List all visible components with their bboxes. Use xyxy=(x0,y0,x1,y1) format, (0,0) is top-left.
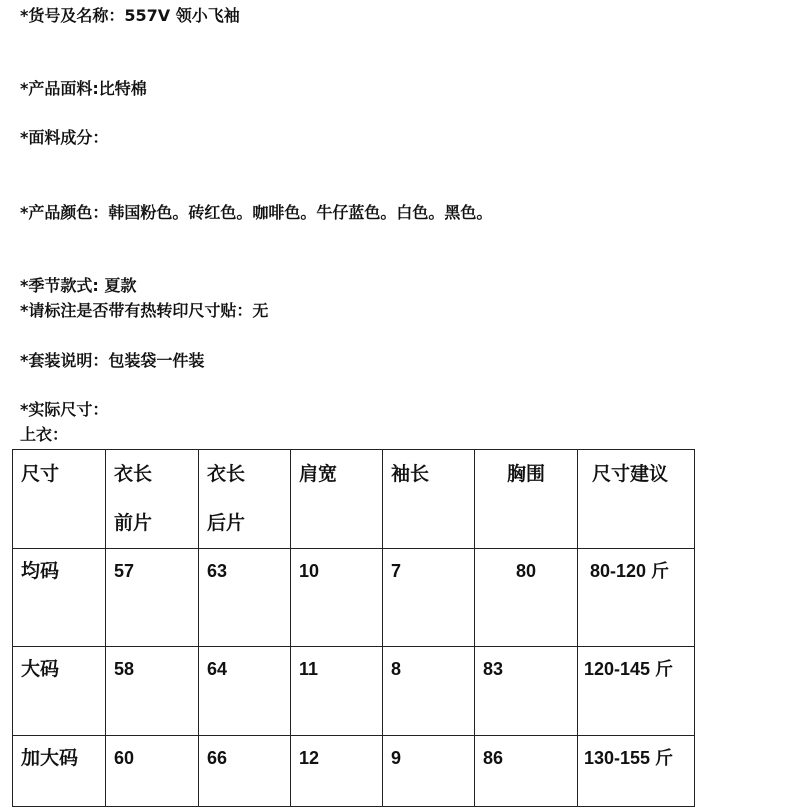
actual-size-line: *实际尺寸： xyxy=(20,400,109,419)
shoulder-cell: 12 xyxy=(291,736,383,807)
header-cell-chest: 胸围 xyxy=(475,450,578,549)
header-cell-shoulder: 肩宽 xyxy=(291,450,383,549)
header-cell-front-length: 衣长 前片 xyxy=(106,450,199,549)
size-cell: 大码 xyxy=(13,647,106,736)
header-cell-sleeve: 袖长 xyxy=(383,450,475,549)
top-label-line: 上衣： xyxy=(20,425,69,444)
size-advice-cell: 80-120 斤 xyxy=(578,549,695,647)
sleeve-cell: 9 xyxy=(383,736,475,807)
size-cell: 加大码 xyxy=(13,736,106,807)
chest-cell: 80 xyxy=(475,549,578,647)
header-cell-size: 尺寸 xyxy=(13,450,106,549)
chest-cell: 86 xyxy=(475,736,578,807)
front-length-cell: 60 xyxy=(106,736,199,807)
composition-line: *面料成分： xyxy=(20,128,109,147)
front-length-cell: 58 xyxy=(106,647,199,736)
chest-cell: 83 xyxy=(475,647,578,736)
back-length-cell: 66 xyxy=(199,736,291,807)
header-cell-back-length: 衣长 后片 xyxy=(199,450,291,549)
header-cell-size-advice: 尺寸建议 xyxy=(578,450,695,549)
heat-transfer-line: *请标注是否带有热转印尺寸贴：无 xyxy=(20,301,269,320)
size-advice-cell: 130-155 斤 xyxy=(578,736,695,807)
shoulder-cell: 11 xyxy=(291,647,383,736)
shoulder-cell: 10 xyxy=(291,549,383,647)
table-header-row xyxy=(13,450,695,549)
size-cell: 均码 xyxy=(13,549,106,647)
table-row xyxy=(13,736,695,807)
table-row xyxy=(13,647,695,736)
sleeve-cell: 8 xyxy=(383,647,475,736)
item-number-line: *货号及名称：557V 领小飞袖 xyxy=(20,6,240,25)
season-line: *季节款式: 夏款 xyxy=(20,276,137,295)
back-length-cell: 63 xyxy=(199,549,291,647)
colors-line: *产品颜色：韩国粉色。砖红色。咖啡色。牛仔蓝色。白色。黑色。 xyxy=(20,203,493,222)
front-length-cell: 57 xyxy=(106,549,199,647)
size-advice-cell: 120-145 斤 xyxy=(578,647,695,736)
sleeve-cell: 7 xyxy=(383,549,475,647)
back-length-cell: 64 xyxy=(199,647,291,736)
package-line: *套装说明：包装袋一件装 xyxy=(20,351,205,370)
table-row xyxy=(13,549,695,647)
fabric-line: *产品面料:比特棉 xyxy=(20,79,147,98)
size-table xyxy=(12,449,695,807)
